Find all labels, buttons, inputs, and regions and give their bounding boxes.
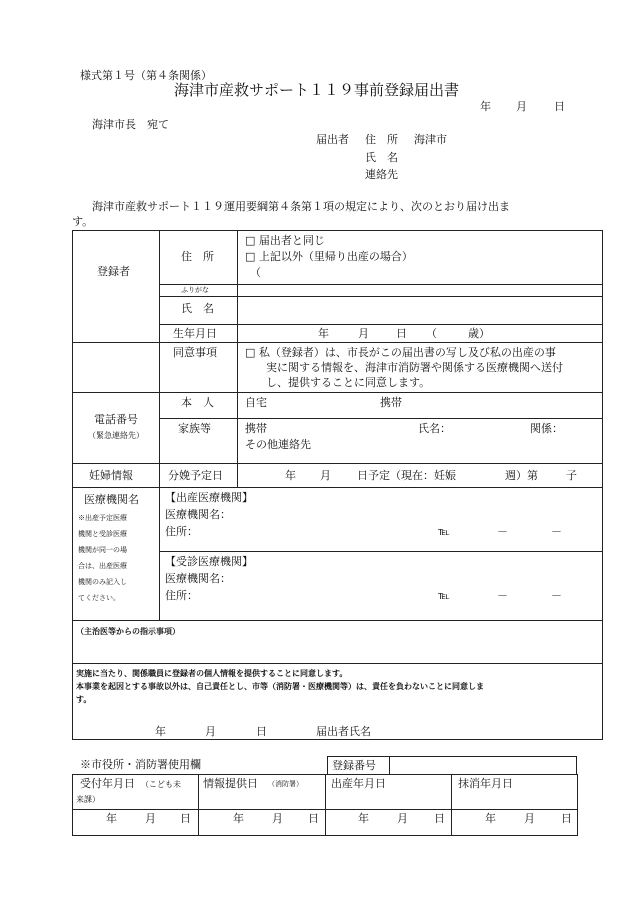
received-year: 年 <box>106 812 117 825</box>
signature-name-label: 届出者氏名 <box>316 725 371 738</box>
due-day-planned: 日予定（現在：妊娠 <box>357 469 456 482</box>
registrant-name-field[interactable] <box>239 298 601 323</box>
birth-day: 日 <box>396 327 407 340</box>
form-number: 様式第１号（第４条関係） <box>80 69 212 82</box>
tel-separator: － <box>551 589 562 602</box>
age-paren: （ <box>426 327 437 340</box>
phone-label: 電話番号 <box>94 413 138 426</box>
consult-institution-name-label: 医療機関名： <box>165 572 231 585</box>
birth-institution-address-label: 住所： <box>165 525 198 538</box>
submitter-label: 届出者 <box>316 133 349 146</box>
info-month: 月 <box>272 812 283 825</box>
addressee: 海津市長 宛て <box>92 118 169 131</box>
cancel-month: 月 <box>524 812 535 825</box>
reg-number-field[interactable] <box>391 757 575 773</box>
medical-note-line: ※出産予定医療 <box>78 514 127 522</box>
cancel-year: 年 <box>485 812 496 825</box>
intro-text: 海津市産救サポート１１９運用要綱第４条第１項の規定により、次のとおり届け出ま <box>92 200 510 213</box>
received-month: 月 <box>145 812 156 825</box>
birth-month: 月 <box>397 812 408 825</box>
phone-sublabel: （緊急連絡先） <box>88 431 144 440</box>
agreement-text-2: 本事業を起因とする事故以外は、自己責任とし、市等（消防署・医療機関等）は、責任を負わないことに同意しま <box>76 681 484 691</box>
consent-checkbox-text[interactable]: □ 私（登録者）は、市長がこの届出書の写し及び私の出産の事 <box>245 346 556 359</box>
rule-registrant-top <box>72 342 603 343</box>
birth-year: 年 <box>358 812 369 825</box>
submitter-address-label: 住 所 <box>365 133 398 146</box>
signature-month: 月 <box>205 725 216 738</box>
consult-institution-address-label: 住所： <box>165 589 198 602</box>
phone-self-label: 本 人 <box>181 396 214 409</box>
cancel-date-label: 抹消年月日 <box>458 777 513 790</box>
child-order: 子 <box>566 469 577 482</box>
family-relation-label: 関係： <box>530 422 563 435</box>
family-mobile-label: 携帯 <box>245 422 267 435</box>
submitter-address-value: 海津市 <box>414 133 447 146</box>
info-date-label: 情報提供日 <box>203 777 258 790</box>
birth-institution-name-label: 医療機関名： <box>165 508 231 521</box>
intro-text-cont: す。 <box>72 215 94 228</box>
due-date-label: 分娩予定日 <box>168 469 223 482</box>
registrant-label: 登録者 <box>97 265 130 278</box>
address-option-other[interactable]: □ 上記以外（里帰り出産の場合） <box>245 250 413 263</box>
consent-label: 同意事項 <box>173 346 217 359</box>
furigana-field[interactable] <box>239 285 601 295</box>
birth-date-label: 出産年月日 <box>331 777 386 790</box>
consent-text-2: 実に関する情報を、海津市消防署や関係する医療機関へ送付 <box>266 361 563 374</box>
office-use-label: ※市役所・消防署使用欄 <box>80 758 201 771</box>
received-day: 日 <box>180 812 191 825</box>
page-title: 海津市産救サポート１１９事前登録届出書 <box>174 81 460 99</box>
submitter-name-label: 氏 名 <box>365 151 398 164</box>
medical-note-line: 機関のみ記入し <box>78 578 127 586</box>
cancel-day: 日 <box>561 812 572 825</box>
consult-institution-heading: 【受診医療機関】 <box>165 555 253 568</box>
registrant-name-label: 氏 名 <box>181 302 214 315</box>
address-option-same[interactable]: □ 届出者と同じ <box>245 234 325 247</box>
medical-note-line: てください。 <box>78 594 120 602</box>
submitter-contact-label: 連絡先 <box>365 168 398 181</box>
pregnancy-label: 妊婦情報 <box>89 469 133 482</box>
received-date-label: 受付年月日 <box>80 777 135 790</box>
doctor-notes-label: （主治医等からの指示事項） <box>76 626 180 636</box>
furigana-label: ふりがな <box>181 286 209 294</box>
other-contact-label: その他連絡先 <box>245 438 311 451</box>
received-date-sub: （こども未 <box>141 780 181 789</box>
birth-institution-tel-label: ℡ <box>438 525 450 538</box>
due-month: 月 <box>320 469 331 482</box>
pregnancy-week: 週）第 <box>505 469 538 482</box>
birth-institution-heading: 【出産医療機関】 <box>165 491 253 504</box>
tel-separator: － <box>551 525 562 538</box>
tel-separator: － <box>497 589 508 602</box>
info-year: 年 <box>233 812 244 825</box>
birthdate-label: 生年月日 <box>173 327 217 340</box>
tel-separator: － <box>497 525 508 538</box>
birth-month: 月 <box>358 327 369 340</box>
due-year: 年 <box>285 469 296 482</box>
consult-institution-tel-label: ℡ <box>438 589 450 602</box>
agreement-text-2-cont: す。 <box>76 694 92 704</box>
info-day: 日 <box>308 812 319 825</box>
registrant-address-label: 住 所 <box>181 250 214 263</box>
family-name-label: 氏名： <box>418 422 451 435</box>
received-date-sub-cont: 来課） <box>76 795 100 804</box>
address-paren: （ <box>250 266 261 279</box>
medical-note-line: 機関が同一の場 <box>78 546 127 554</box>
age-label: 歳） <box>468 327 490 340</box>
consent-text-3: し、提供することに同意します。 <box>266 376 431 389</box>
birth-year: 年 <box>318 327 329 340</box>
medical-note-line: 合は、出産医療 <box>78 562 127 570</box>
info-date-sub: （消防署） <box>268 780 303 788</box>
header-date-day: 日 <box>554 100 565 113</box>
header-date-year: 年 <box>480 100 491 113</box>
phone-family-label: 家族等 <box>178 422 211 435</box>
agreement-text-1: 実施に当たり、関係職員に登録者の個人情報を提供することに同意します。 <box>76 668 348 678</box>
header-date-month: 月 <box>516 100 527 113</box>
medical-label: 医療機関名 <box>84 493 139 506</box>
phone-home-label: 自宅 <box>245 396 267 409</box>
medical-note-line: 機関と受診医療 <box>78 530 127 538</box>
signature-day: 日 <box>256 725 267 738</box>
reg-number-label: 登録番号 <box>332 759 376 772</box>
phone-mobile-label: 携帯 <box>380 396 402 409</box>
signature-year: 年 <box>155 725 166 738</box>
birth-day: 日 <box>434 812 445 825</box>
